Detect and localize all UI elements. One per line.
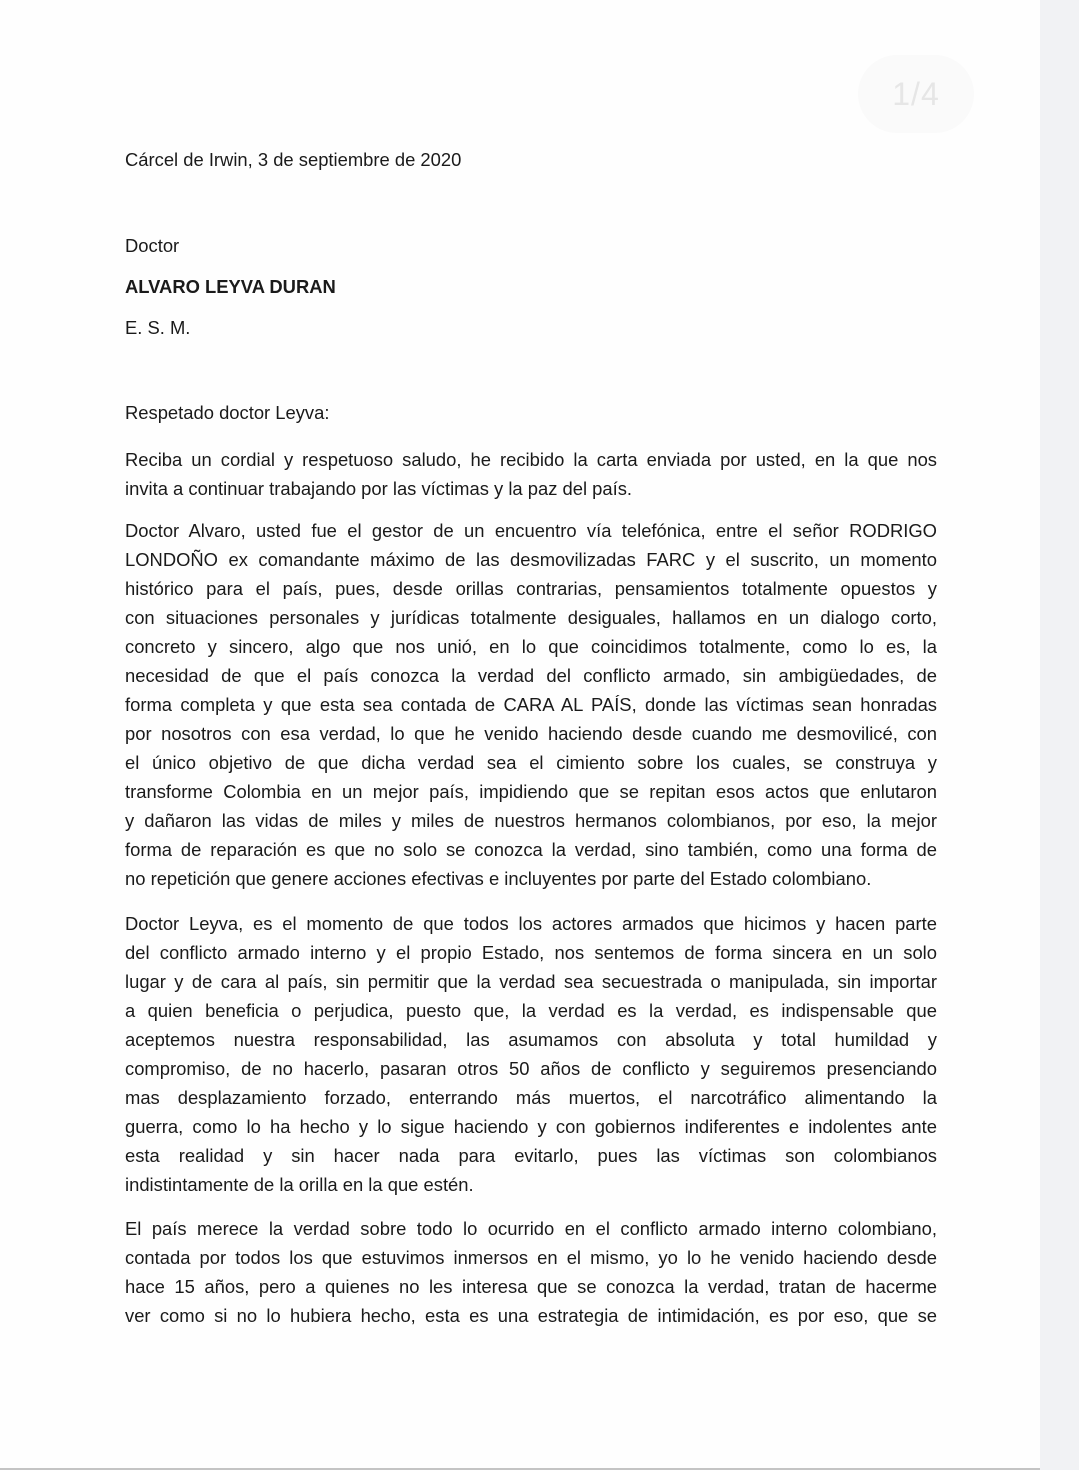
paragraph-line: a quien beneficia o perjudica, puesto que, la verdad es la verdad, es indispensable que — [125, 1000, 937, 1021]
paragraph-line: el único objetivo de que dicha verdad sea el cimiento sobre los cuales, se construya y — [125, 752, 937, 773]
paragraph-line: por nosotros con esa verdad, lo que he venido haciendo desde cuando me desmovilicé, con — [125, 723, 937, 744]
paragraph-line: mas desplazamiento forzado, enterrando más muertos, el narcotráfico alimentando la — [125, 1087, 937, 1108]
paragraph-line: con situaciones personales y jurídicas totalmente desiguales, hallamos en un dialogo corto, — [125, 607, 937, 628]
paragraph-line: no repetición que genere acciones efectivas e incluyentes por parte del Estado colombiano. — [125, 868, 872, 889]
recipient-name: ALVARO LEYVA DURAN — [125, 276, 336, 297]
paragraph-line: hace 15 años, pero a quienes no les interesa que se conozca la verdad, tratan de hacerme — [125, 1276, 937, 1297]
paragraph-line: histórico para el país, pues, desde orillas contrarias, pensamientos totalmente opuestos y — [125, 578, 937, 599]
paragraph-line: indistintamente de la orilla en la que estén. — [125, 1174, 474, 1195]
paragraph-line: forma de reparación es que no solo se conozca la verdad, sino también, como una forma de — [125, 839, 937, 860]
paragraph-line: Doctor Leyva, es el momento de que todos los actores armados que hicimos y hacen parte — [125, 913, 937, 934]
page-indicator-text: 1/4 — [892, 75, 940, 112]
paragraph-line: necesidad de que el país conozca la verdad del conflicto armado, sin ambigüedades, de — [125, 665, 937, 686]
paragraph-line: LONDOÑO ex comandante máximo de las desmovilizadas FARC y el suscrito, un momento — [125, 549, 937, 570]
paragraph-line: Doctor Alvaro, usted fue el gestor de un encuentro vía telefónica, entre el señor RODRIGO — [125, 520, 937, 541]
paragraph-line: forma completa y que esta sea contada de CARA AL PAÍS, donde las víctimas sean honradas — [125, 694, 937, 715]
paragraph-line: contada por todos los que estuvimos inmersos en el mismo, yo lo he venido haciendo desde — [125, 1247, 937, 1268]
paragraph-line: transforme Colombia en un mejor país, impidiendo que se repitan esos actos que enlutaron — [125, 781, 937, 802]
paragraph-line: ver como si no lo hubiera hecho, esta es una estrategia de intimidación, es por eso, que se — [125, 1305, 937, 1326]
scroll-track[interactable] — [1040, 0, 1079, 1470]
paragraph-line: aceptemos nuestra responsabilidad, las asumamos con absoluta y total humildad y — [125, 1029, 937, 1050]
place-date: Cárcel de Irwin, 3 de septiembre de 2020 — [125, 149, 462, 170]
paragraph-line: compromiso, de no hacerlo, pasaran otros 50 años de conflicto y seguiremos presenciando — [125, 1058, 937, 1079]
recipient-honorific: E. S. M. — [125, 317, 191, 338]
paragraph-line: lugar y de cara al país, sin permitir que la verdad sea secuestrada o manipulada, sin importar — [125, 971, 937, 992]
paragraph-line: esta realidad y sin hacer nada para evitarlo, pues las víctimas son colombianos — [125, 1145, 937, 1166]
salutation: Respetado doctor Leyva: — [125, 402, 330, 423]
paragraph-line: El país merece la verdad sobre todo lo ocurrido en el conflicto armado interno colombiano, — [125, 1218, 937, 1239]
paragraph-line: del conflicto armado interno y el propio Estado, nos sentemos de forma sincera en un solo — [125, 942, 937, 963]
recipient-title: Doctor — [125, 235, 180, 256]
page-indicator — [858, 55, 974, 133]
paragraph-line: Reciba un cordial y respetuoso saludo, he recibido la carta enviada por usted, en la que nos — [125, 449, 937, 470]
paragraph-line: invita a continuar trabajando por las víctimas y la paz del país. — [125, 478, 633, 499]
paragraph-line: concreto y sincero, algo que nos unió, en lo que coincidimos totalmente, como lo es, la — [125, 636, 937, 657]
paragraph-line: y dañaron las vidas de miles y miles de nuestros hermanos colombianos, por eso, la mejor — [125, 810, 937, 831]
paragraph-line: guerra, como lo ha hecho y lo sigue haciendo y con gobiernos indiferentes e indolentes ante — [125, 1116, 937, 1137]
